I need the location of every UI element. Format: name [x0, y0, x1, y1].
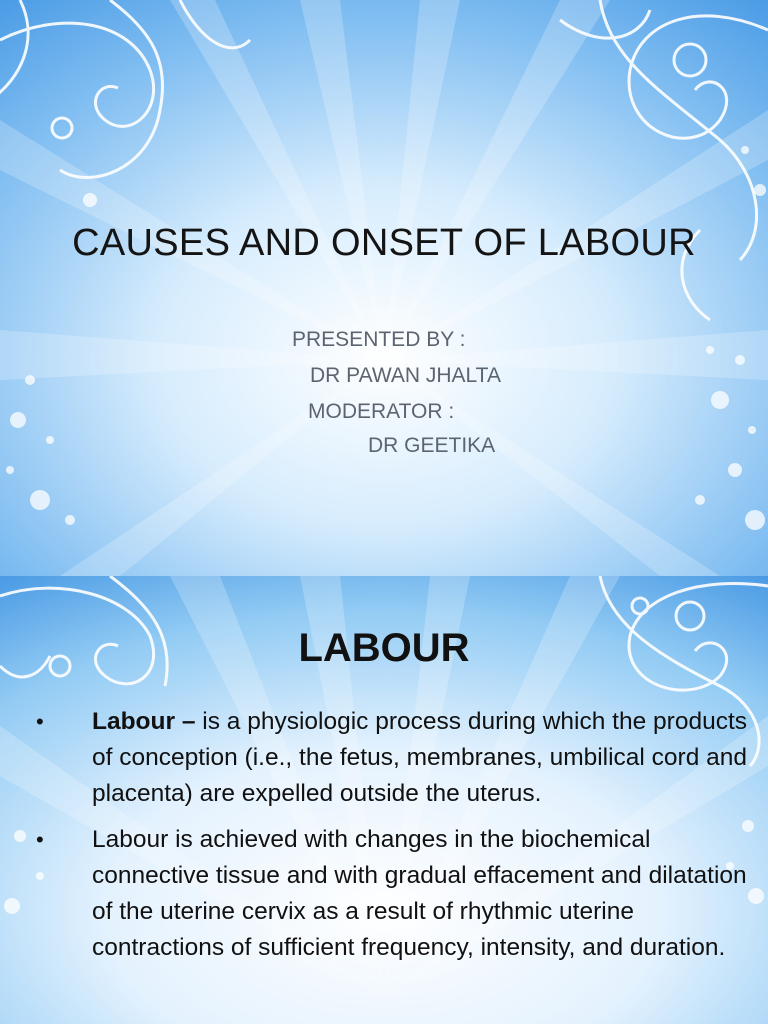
presented-by-label: PRESENTED BY : [292, 328, 466, 351]
slide-heading: LABOUR [298, 626, 470, 670]
bullet-text: Labour is achieved with changes in the biochemical connective tissue and with gradual effacement and dilatation of the uterine cervix as a result of rhythmic uterine contractions of sufficient frequency, intensity, and duration. [92, 826, 747, 961]
bullet-text: is a physiologic process during which the products of conception (i.e., the fetus, membranes, umbilical cord and placenta) are expelled outside the uterus. [92, 708, 748, 807]
bullet-item [36, 704, 766, 812]
content-slide [0, 576, 768, 1024]
bullet-icon: • [36, 709, 44, 734]
bullet-term: Labour – [92, 708, 196, 735]
bullet-list [36, 704, 766, 976]
moderator-label: MODERATOR : [308, 400, 455, 423]
bullet-icon: • [36, 827, 44, 852]
bullet-item [36, 822, 766, 966]
moderator-name: DR GEETIKA [368, 434, 496, 457]
presenter-name: DR PAWAN JHALTA [310, 364, 501, 387]
slide-title: CAUSES AND ONSET OF LABOUR [72, 222, 696, 264]
